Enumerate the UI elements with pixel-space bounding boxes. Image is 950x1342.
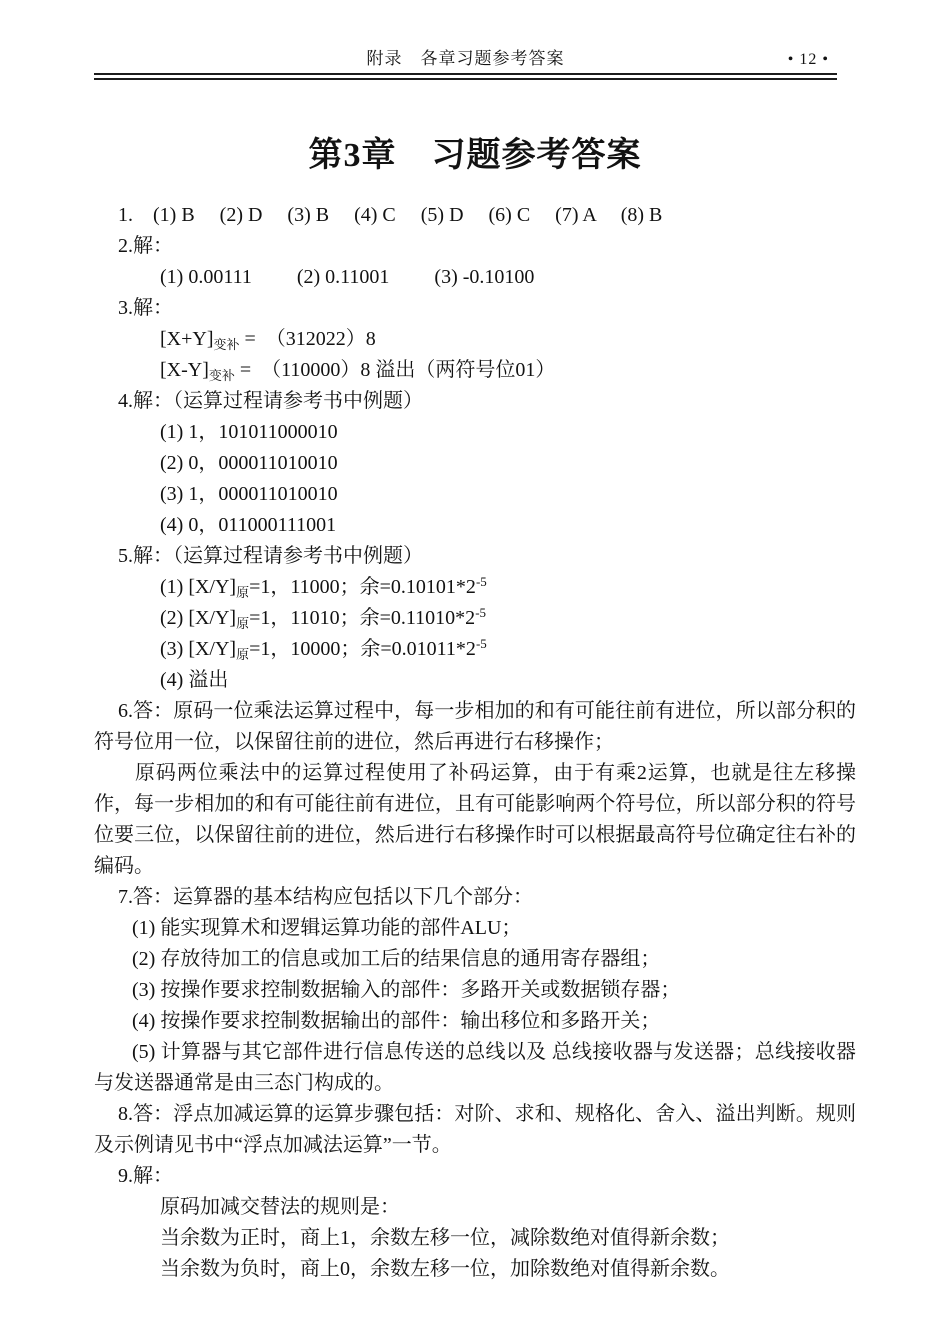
superscript: -5 (475, 605, 487, 620)
answer-paragraph: (3) 1，000011010010 (160, 483, 338, 505)
superscript: -5 (475, 636, 487, 651)
answer-paragraph: (4) 按操作要求控制数据输出的部件：输出移位和多路开关； (132, 1010, 661, 1032)
subscript: 原 (236, 585, 250, 600)
answer-paragraph: (4) 0，011000111001 (160, 514, 337, 536)
answer-paragraph: 当余数为负时，商上0，余数左移一位，加除数绝对值得新余数。 (160, 1258, 730, 1280)
answer-paragraph: 3.解： (118, 297, 173, 319)
subscript: 原 (236, 647, 250, 662)
answer-paragraph: (1) $[X/Y]_原=1$，11000；余$=0.10101*2^{-5}$ (160, 574, 487, 600)
running-header (94, 48, 837, 72)
answer-paragraph: $[X-Y]_{变补}$ = （110000）8 溢出（两符号位01） (160, 359, 556, 383)
answer-paragraph: 8.答：浮点加减运算的运算步骤包括：对阶、求和、规格化、舍入、溢出判断。规则及示例请见书中“浮点加减法运算”一节。 (94, 1103, 856, 1156)
answer-paragraph: (1) 1，101011000010 (160, 421, 338, 443)
answer-paragraph: (3) $[X/Y]_原=1$，10000；余$=0.01011*2^{-5}$ (160, 636, 487, 662)
subscript: 原 (236, 616, 250, 631)
answer-paragraph: (5) 计算器与其它部件进行信息传送的总线以及 总线接收器与发送器；总线接收器与发送器通常是由三态门构成的。 (94, 1041, 856, 1094)
answer-paragraph: (2) 0，000011010010 (160, 452, 338, 474)
subscript: 变补 (208, 368, 235, 383)
answer-paragraph: 原码两位乘法中的运算过程使用了补码运算，由于有乘2运算，也就是往左移操作，每一步相加的和有可能往前有进位，且有可能影响两个符号位，所以部分积的符号位要三位，以保留往前的进位，然后进行右移操作时可以根据最高符号位确定往右补的编码。 (94, 762, 856, 877)
answer-paragraph: 9.解： (118, 1165, 173, 1187)
chapter-title: 第3章 习题参考答案 (308, 136, 642, 174)
answers-section (94, 200, 856, 1285)
answer-paragraph: (3) 按操作要求控制数据输入的部件：多路开关或数据锁存器； (132, 979, 681, 1001)
answer-paragraph: 5.解：（运算过程请参考书中例题） (118, 545, 423, 567)
answer-paragraph: 2.解： (118, 235, 173, 257)
subscript: 变补 (213, 337, 240, 352)
answer-paragraph: 原码加减交替法的规则是： (160, 1196, 400, 1218)
answer-paragraph: (2) $[X/Y]_原=1$，11010；余$=0.11010*2^{-5}$ (160, 605, 487, 631)
running-header-title: 附录 各章习题参考答案 (366, 49, 565, 68)
answer-paragraph: 4.解：（运算过程请参考书中例题） (118, 390, 423, 412)
page-number: • 12 • (787, 51, 829, 68)
header-rule (94, 73, 837, 80)
answer-paragraph: 当余数为正时，商上1，余数左移一位，减除数绝对值得新余数； (160, 1227, 730, 1249)
answer-paragraph: 7.答：运算器的基本结构应包括以下几个部分： (118, 886, 533, 908)
answer-paragraph: (4) 溢出 (160, 669, 229, 691)
answer-paragraph: (2) 存放待加工的信息或加工后的结果信息的通用寄存器组； (132, 948, 661, 970)
answer-paragraph: (1) 能实现算术和逻辑运算功能的部件ALU； (132, 917, 522, 939)
answer-paragraph: $[X+Y]_{变补}$ = （312022）8 (160, 328, 376, 352)
answer-paragraph: 6.答：原码一位乘法运算过程中，每一步相加的和有可能往前有进位，所以部分积的符号位用一位，以保留往前的进位，然后再进行右移操作； (94, 700, 856, 753)
answer-paragraph: (1) 0.00111 (2) 0.11001 (3) -0.10100 (160, 266, 535, 288)
answer-paragraph: 1. (1) B (2) D (3) B (4) C (5) D (6) C (7) A (8) B (118, 204, 663, 226)
superscript: -5 (475, 574, 487, 589)
